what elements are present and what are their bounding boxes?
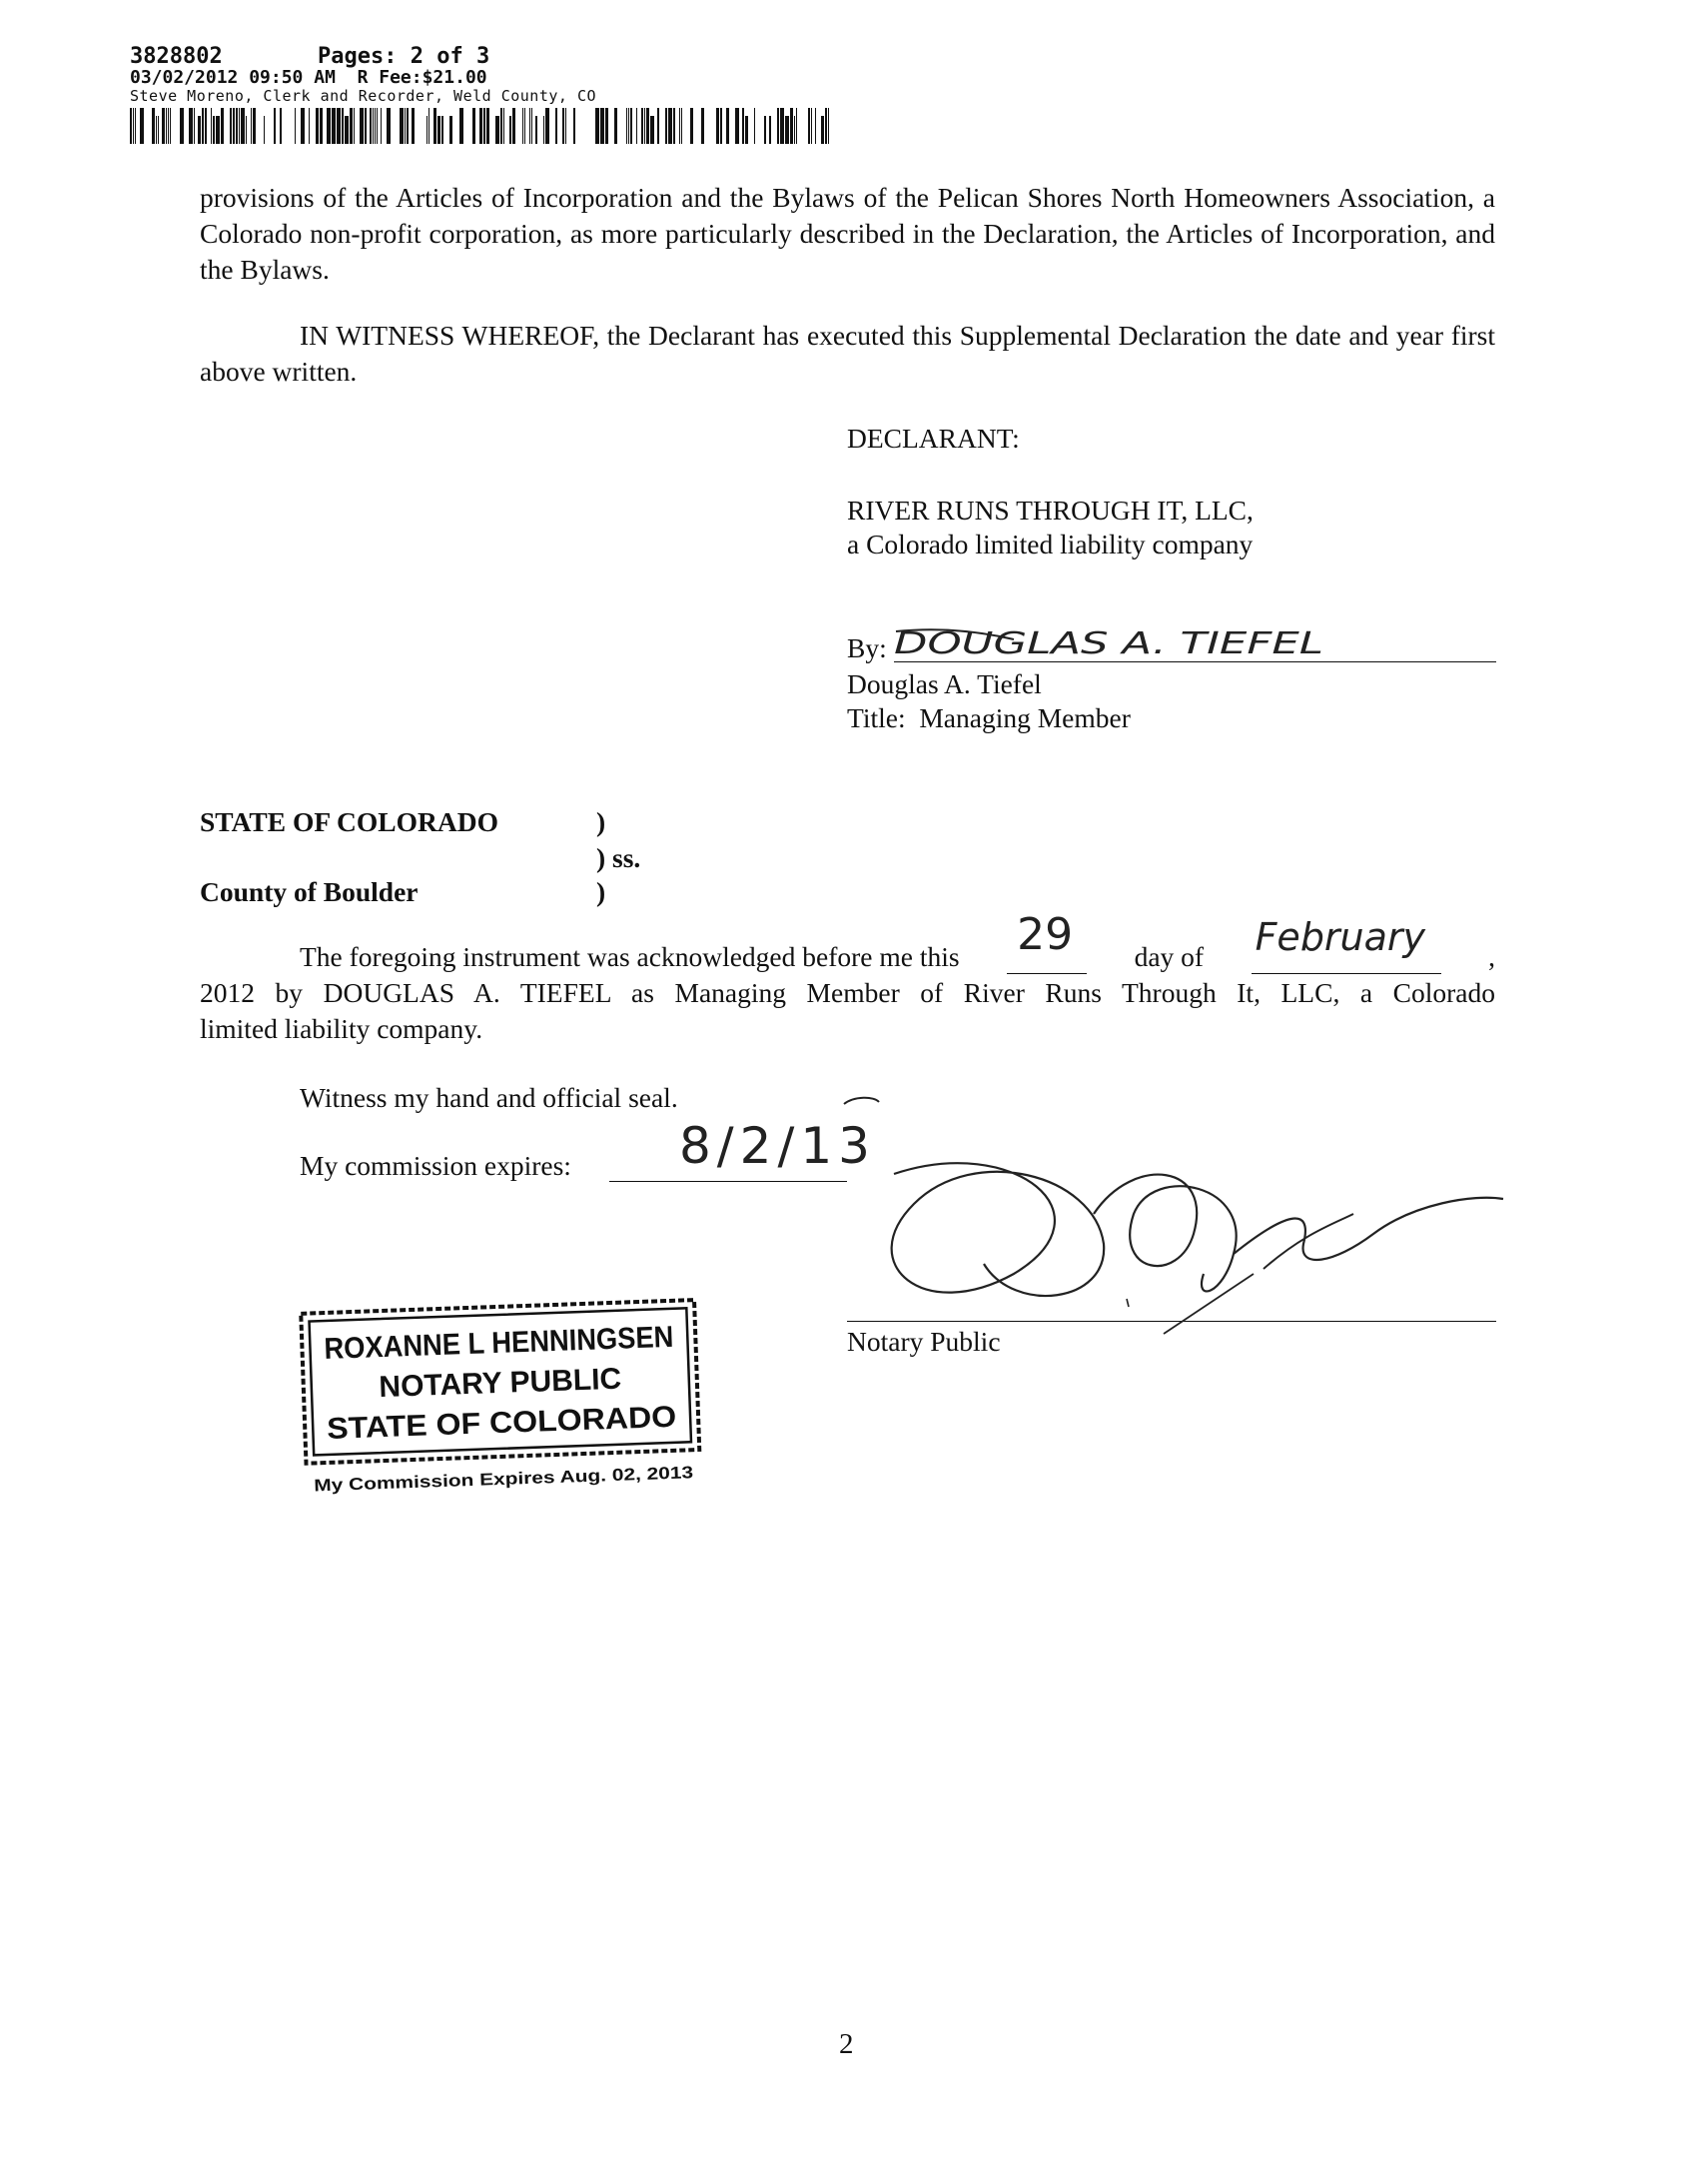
venue-state: STATE OF COLORADO (200, 806, 498, 837)
venue-ss: ) ss. (596, 842, 641, 873)
by-label: By: (847, 632, 887, 663)
month-blank (1252, 915, 1441, 974)
svg-text:My Commission Expires Aug. 02,: My Commission Expires Aug. 02, 2013 (313, 1465, 623, 1496)
paragraph-in-witness: IN WITNESS WHEREOF, the Declarant has executed this Supplemental Declaration the date and year first above written. (200, 320, 1495, 387)
notary-public-label: Notary Public (847, 1326, 1001, 1357)
page-count: Pages: 2 of 3 (318, 44, 490, 69)
ack-line-3: limited liability company. (200, 1013, 483, 1044)
venue-county: County of Boulder (200, 876, 419, 907)
ack-text-day-of: day of (1134, 941, 1205, 972)
paragraph-provisions: provisions of the Articles of Incorporation and the Bylaws of the Pelican Shores North Homeowners Association, a Colorado non-profit corporation, as more particularly described in the Declaration, the Articles of Incorporation, and the Bylaws. (200, 182, 1495, 285)
ack-text-before-day: The foregoing instrument was acknowledged before me this (300, 941, 960, 972)
recording-barcode (130, 108, 839, 144)
declarant-signature (894, 617, 1353, 667)
signer-name: Douglas A. Tiefel (847, 668, 1042, 699)
company-name: RIVER RUNS THROUGH IT, LLC, (847, 495, 1254, 526)
handwritten-expiry-date: 8/2/13 (679, 1117, 876, 1175)
commission-expiry-blank (609, 1181, 847, 1182)
recorder-name-line: Steve Moreno, Clerk and Recorder, Weld County, CO (130, 87, 597, 105)
declarant-label: DECLARANT: (847, 423, 1020, 454)
recording-datetime-fee: 03/02/2012 09:50 AM R Fee:$21.00 (130, 67, 487, 88)
ack-comma: , (1488, 941, 1495, 972)
day-blank (1007, 909, 1087, 974)
acknowledgment-paragraph (200, 909, 1495, 1047)
svg-text:STATE OF COLORADO: STATE OF COLORADO (326, 1401, 654, 1446)
witness-hand-seal: Witness my hand and official seal. (300, 1082, 678, 1113)
signer-title: Title: Managing Member (847, 702, 1131, 733)
handwritten-day: 29 (1017, 909, 1074, 960)
venue-paren: ) (596, 806, 606, 837)
commission-expires-label: My commission expires: (300, 1150, 571, 1181)
notary-signature (834, 1094, 1513, 1354)
svg-text:ROXANNE L HENNINGSEN: ROXANNE L HENNINGSEN (323, 1319, 709, 1367)
notary-stamp (298, 1299, 707, 1499)
svg-text:DOUGLAS A. TIEFEL: DOUGLAS A. TIEFEL (894, 626, 1323, 661)
page-number: 2 (839, 2028, 854, 2060)
handwritten-month: February (1255, 915, 1426, 959)
venue-paren: ) (596, 876, 606, 907)
company-description: a Colorado limited liability company (847, 529, 1254, 559)
svg-text:NOTARY PUBLIC: NOTARY PUBLIC (378, 1362, 622, 1405)
ack-line-2: 2012 by DOUGLAS A. TIEFEL as Managing Member of River Runs Through It, LLC, a Colorado (200, 977, 1495, 1008)
reception-number: 3828802 (130, 44, 223, 69)
